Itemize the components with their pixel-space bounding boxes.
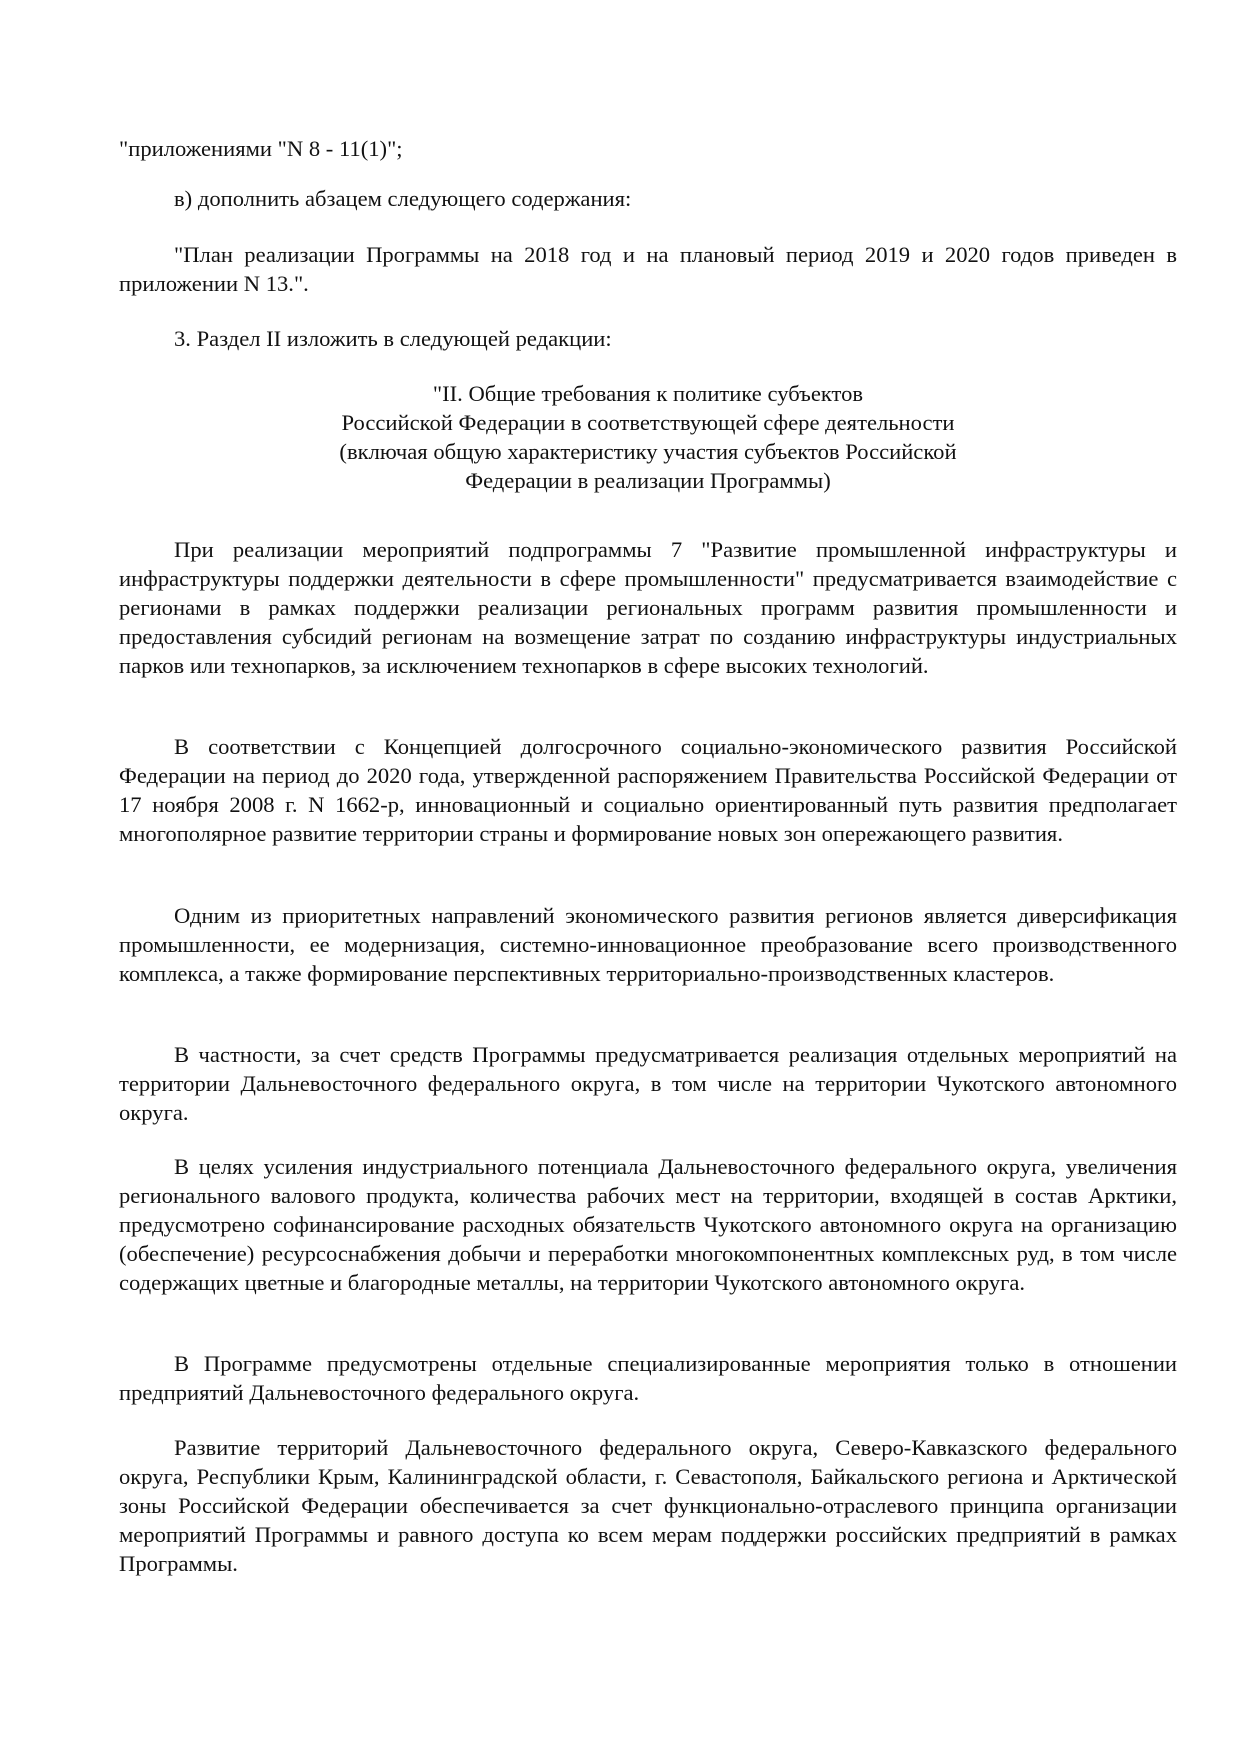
section-heading-line: Федерации в реализации Программы) — [465, 468, 831, 493]
body-paragraph-7: Развитие территорий Дальневосточного федерального округа, Северо-Кавказского федерального округа, Республики Крым, Калининградской области, г. Севастополя, Байкальского региона и Арктической зоны Российской Федерации обеспечивается за счет функционально-отраслевого принципа организации мероприятий Программы и равного доступа ко всем мерам поддержки российских предприятий в рамках Программы. — [119, 1435, 1177, 1576]
section-heading-line: "II. Общие требования к политике субъектов — [432, 381, 864, 406]
body-paragraph-1: При реализации мероприятий подпрограммы 7 "Развитие промышленной инфраструктуры и инфраструктуры поддержки деятельности в сфере промышленности" предусматривается взаимодействие с регионами в рамках поддержки реализации региональных программ развития промышленности и предоставления субсидий регионам на возмещение затрат по созданию инфраструктуры индустриальных парков или технопарков, за исключением технопарков в сфере высоких технологий. — [119, 537, 1177, 678]
section-heading — [119, 379, 1177, 495]
body-paragraph-6: В Программе предусмотрены отдельные специализированные мероприятия только в отношении предприятий Дальневосточного федерального округа. — [119, 1351, 1177, 1405]
body-paragraph-3: Одним из приоритетных направлений экономического развития регионов является диверсификация промышленности, ее модернизация, системно-инновационное преобразование всего производственного комплекса, а также формирование перспективных территориально-производственных кластеров. — [119, 903, 1177, 986]
section-heading-line: Российской Федерации в соответствующей сфере деятельности — [341, 410, 955, 435]
body-paragraph-5: В целях усиления индустриального потенциала Дальневосточного федерального округа, увеличения регионального валового продукта, количества рабочих мест на территории, входящей в состав Арктики, предусмотрено софинансирование расходных обязательств Чукотского автономного округа на организацию (обеспечение) ресурсоснабжения добычи и переработки многокомпонентных комплексных руд, в том числе содержащих цветные и благородные металлы, на территории Чукотского автономного округа. — [119, 1154, 1177, 1295]
body-paragraph-2: В соответствии с Концепцией долгосрочного социально-экономического развития Российской Федерации на период до 2020 года, утвержденной распоряжением Правительства Российской Федерации от 17 ноября 2008 г. N 1662-р, инновационный и социально ориентированный путь развития предполагает многополярное развитие территории страны и формирование новых зон опережающего развития. — [119, 734, 1177, 846]
body-paragraph-4: В частности, за счет средств Программы предусматривается реализация отдельных мероприятий на территории Дальневосточного федерального округа, в том числе на территории Чукотского автономного округа. — [119, 1042, 1177, 1125]
list-item-v: в) дополнить абзацем следующего содержания: — [174, 186, 632, 211]
section-heading-line: (включая общую характеристику участия субъектов Российской — [339, 439, 957, 464]
text-line-appendices: "приложениями "N 8 - 11(1)"; — [119, 136, 403, 161]
quote-plan-paragraph: "План реализации Программы на 2018 год и на плановый период 2019 и 2020 годов приведен в приложении N 13.". — [119, 242, 1177, 296]
list-item-3: 3. Раздел II изложить в следующей редакции: — [174, 326, 612, 351]
